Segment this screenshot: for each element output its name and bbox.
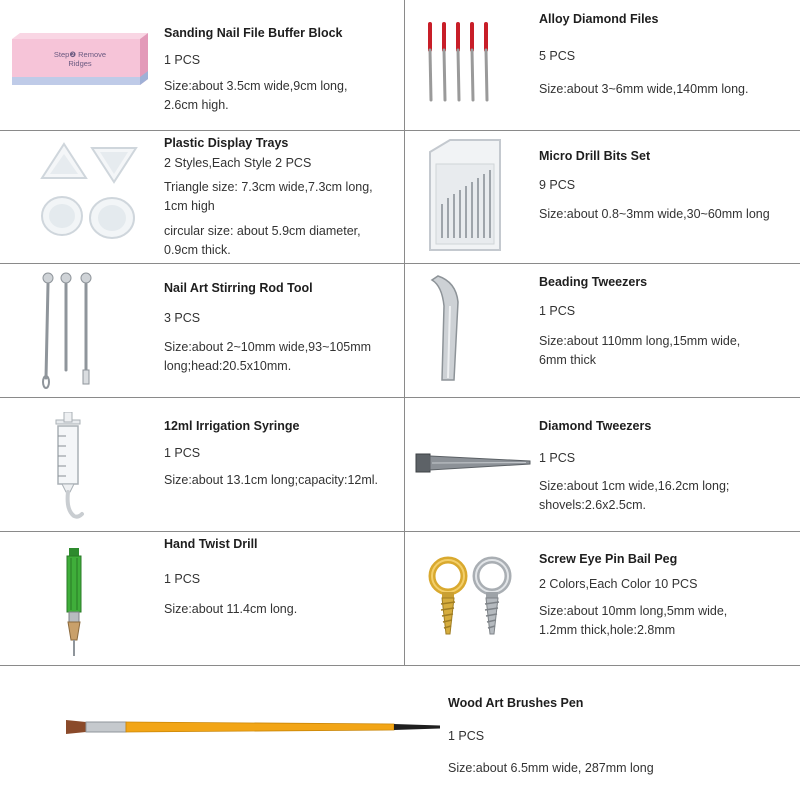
row-divider <box>0 665 800 666</box>
sanding-block-label: Step❷ Remove Ridges <box>53 50 107 68</box>
row-divider <box>0 397 800 398</box>
item-qty: 3 PCS <box>164 311 201 325</box>
item-size-cont: 6mm thick <box>539 353 596 367</box>
item-size: Size:about 6.5mm wide, 287mm long <box>448 761 654 775</box>
item-size: Size:about 10mm long,5mm wide, <box>539 604 728 618</box>
item-title: Diamond Tweezers <box>539 419 652 433</box>
item-size: Size:about 110mm long,15mm wide, <box>539 334 741 348</box>
stirring-rod-image <box>36 270 102 392</box>
beading-tweezers-image <box>428 272 468 384</box>
item-size-cont: long;head:20.5x10mm. <box>164 359 292 373</box>
item-size-circular-cont: 0.9cm thick. <box>164 243 231 257</box>
screw-eye-pins-image <box>424 554 520 640</box>
item-size-cont: 1.2mm thick,hole:2.8mm <box>539 623 676 637</box>
item-qty: 1 PCS <box>164 446 201 460</box>
item-size: Size:about 13.1cm long;capacity:12ml. <box>164 473 379 487</box>
files-image <box>420 20 500 106</box>
syringe-image <box>52 412 96 522</box>
item-qty: 1 PCS <box>539 304 576 318</box>
item-size: Size:about 3.5cm wide,9cm long, <box>164 79 348 93</box>
item-title: Sanding Nail File Buffer Block <box>164 26 343 40</box>
row-divider <box>0 531 800 532</box>
item-size-circular: circular size: about 5.9cm diameter, <box>164 224 361 238</box>
item-size: Size:about 3~6mm wide,140mm long. <box>539 82 749 96</box>
item-title: Hand Twist Drill <box>164 537 258 551</box>
item-title: Wood Art Brushes Pen <box>448 696 584 710</box>
row-divider <box>0 263 800 264</box>
item-qty: 1 PCS <box>448 729 485 743</box>
item-size: Triangle size: 7.3cm wide,7.3cm long, <box>164 180 373 194</box>
item-qty: 9 PCS <box>539 178 576 192</box>
item-size: Size:about 0.8~3mm wide,30~60mm long <box>539 207 770 221</box>
diamond-tweezers-image <box>414 452 532 474</box>
item-qty: 1 PCS <box>164 53 201 67</box>
item-qty: 5 PCS <box>539 49 576 63</box>
item-size-cont: 1cm high <box>164 199 215 213</box>
item-title: Alloy Diamond Files <box>539 12 659 26</box>
item-title: 12ml Irrigation Syringe <box>164 419 300 433</box>
row-divider <box>0 130 800 131</box>
item-size: Size:about 11.4cm long. <box>164 602 298 616</box>
trays-image <box>38 140 142 246</box>
item-title: Micro Drill Bits Set <box>539 149 651 163</box>
item-title: Beading Tweezers <box>539 275 648 289</box>
column-divider <box>404 0 405 665</box>
sanding-block-image <box>12 33 148 91</box>
hand-drill-image <box>62 548 86 658</box>
item-size: Size:about 1cm wide,16.2cm long; <box>539 479 730 493</box>
item-qty: 2 Colors,Each Color 10 PCS <box>539 577 698 591</box>
item-qty: 2 Styles,Each Style 2 PCS <box>164 156 312 170</box>
art-brush-image <box>64 716 442 738</box>
item-title: Screw Eye Pin Bail Peg <box>539 552 678 566</box>
item-qty: 1 PCS <box>539 451 576 465</box>
item-title: Plastic Display Trays <box>164 136 289 150</box>
item-title: Nail Art Stirring Rod Tool <box>164 281 313 295</box>
item-size-cont: shovels:2.6x2.5cm. <box>539 498 646 512</box>
drill-bits-image <box>420 138 510 254</box>
item-qty: 1 PCS <box>164 572 201 586</box>
item-size: Size:about 2~10mm wide,93~105mm <box>164 340 372 354</box>
item-size-cont: 2.6cm high. <box>164 98 229 112</box>
